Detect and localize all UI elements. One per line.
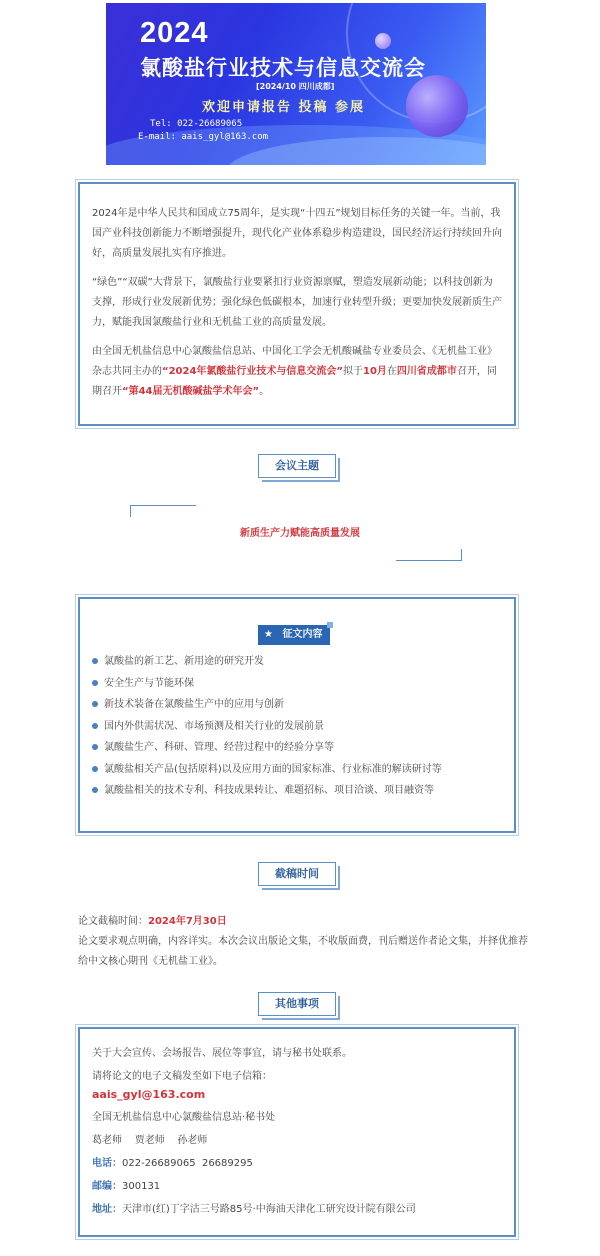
- section-heading-theme: 会议主题: [258, 454, 336, 478]
- address-label: 地址：: [92, 1204, 122, 1215]
- bullet-icon: [92, 744, 98, 750]
- topics-list: [92, 651, 502, 802]
- section-heading-other: 其他事项: [258, 992, 336, 1016]
- bullet-icon: [92, 787, 98, 793]
- intro-box: [78, 182, 516, 426]
- bullet-icon: [92, 701, 98, 707]
- bullet-icon: [92, 766, 98, 772]
- intro-text: 拟于: [342, 366, 363, 377]
- decor-line: [130, 505, 196, 517]
- contact-line: 关于大会宣传、会场报告、展位等事宜，请与秘书处联系。: [92, 1048, 352, 1059]
- post-value: 300131: [122, 1181, 161, 1192]
- intro-text: 。: [259, 386, 270, 397]
- intro-paragraph: [92, 342, 502, 402]
- topic-item: [92, 694, 502, 716]
- contact-address: [92, 1201, 502, 1219]
- contact-line: 请将论文的电子文稿发至如下电子信箱：: [92, 1071, 272, 1082]
- topic-item: [92, 716, 502, 738]
- banner-email: E-mail: aais_gyl@163.com: [138, 132, 269, 142]
- topic-text: 氯酸盐相关产品(包括原料)以及应用方面的国家标准、行业标准的解读研讨等: [104, 763, 442, 775]
- deadline-note: 论文要求观点明确，内容详实。本次会议出版论文集，不收版面费，刊后赠送作者论文集，并择优推荐给中文核心期刊《无机盐工业》。: [78, 936, 528, 967]
- topic-item: [92, 737, 502, 759]
- contact-box: [78, 1027, 516, 1237]
- topic-text: 氯酸盐的新工艺、新用途的研究开发: [104, 656, 264, 667]
- contact-org: 全国无机盐信息中心氯酸盐信息站·秘书处: [92, 1112, 276, 1123]
- topic-item: [92, 759, 502, 781]
- contact-people: 葛老师 贾老师 孙老师: [92, 1135, 208, 1146]
- topic-item: [92, 673, 502, 695]
- address-value: 天津市(红)丁字沽三号路85号·中海油天津化工研究设计院有限公司: [122, 1204, 416, 1215]
- topic-text: 新技术装备在氯酸盐生产中的应用与创新: [104, 699, 284, 710]
- intro-text: 召开，同期召开: [92, 366, 497, 397]
- section-heading-deadline: 截稿时间: [258, 862, 336, 886]
- banner-orb: [375, 33, 391, 49]
- topic-item: [92, 651, 502, 673]
- intro-paragraph: 2024年是中华人民共和国成立75周年，是实现“十四五”规划目标任务的关键一年。当前，我国产业科技创新能力不断增强提升，现代化产业体系稳步构造建设，国民经济运行持续回升向好，高质量发展扎实有序推进。: [92, 208, 502, 259]
- deadline-date: 2024年7月30日: [148, 916, 227, 927]
- banner-year: 2024: [140, 17, 209, 49]
- topic-text: 氯酸盐相关的技术专利、科技成果转让、难题招标、项目洽谈、项目融资等: [104, 785, 434, 796]
- event-name-2: “第44届无机酸碱盐学术年会”: [122, 386, 260, 397]
- topic-item: [92, 780, 502, 802]
- post-label: 邮编：: [92, 1181, 122, 1192]
- deadline-block: [78, 912, 528, 972]
- topic-text: 氯酸盐生产、科研、管理、经营过程中的经验分享等: [104, 742, 334, 753]
- star-icon: ★: [264, 629, 273, 640]
- phone-label: 电话：: [92, 1158, 122, 1169]
- topic-text: 国内外供需状况、市场预测及相关行业的发展前景: [104, 720, 324, 732]
- banner-invite: 欢迎申请报告 投稿 参展: [202, 100, 366, 115]
- decor-line: [396, 549, 462, 561]
- contact-email[interactable]: aais_gyl@163.com: [92, 1088, 206, 1101]
- banner-title: 氯酸盐行业技术与信息交流会: [140, 56, 426, 80]
- intro-paragraph: “绿色”“双碳”大背景下，氯酸盐行业要紧扣行业资源禀赋，塑造发展新动能；以科技创新为支撑，形成行业发展新优势；强化绿色低碳根本，加速行业转型升级；更要加快发展新质生产力，赋能我国氯酸盐行业和无机盐工业的高质量发展。: [92, 277, 502, 328]
- banner-orb: [406, 75, 468, 137]
- intro-text: 由全国无机盐信息中心氯酸盐信息站、中国化工学会无机酸碱盐专业委员会、《无机盐工业》杂志共同主办的: [92, 346, 497, 377]
- theme-text: 新质生产力赋能高质量发展: [240, 528, 360, 539]
- bullet-icon: [92, 723, 98, 729]
- event-place: 四川省成都市: [396, 366, 457, 377]
- section-heading-topics: [258, 625, 330, 645]
- conference-banner: [106, 3, 486, 165]
- bullet-icon: [92, 658, 98, 664]
- bullet-icon: [92, 680, 98, 686]
- deadline-line: [78, 912, 528, 932]
- contact-phone: [92, 1155, 502, 1173]
- contact-post: [92, 1178, 502, 1196]
- topic-text: 安全生产与节能环保: [104, 677, 194, 689]
- banner-tel: Tel: 022-26689065: [150, 119, 243, 129]
- section-heading-label: 征文内容: [282, 629, 323, 640]
- phone-value: 022-26689065 26689295: [122, 1158, 253, 1169]
- intro-text: 在: [386, 366, 397, 377]
- event-time: 10月: [362, 366, 387, 377]
- event-name: “2024年氯酸盐行业技术与信息交流会”: [162, 366, 343, 377]
- deadline-label: 论文截稿时间：: [78, 916, 148, 927]
- banner-subtitle: [2024/10 四川成都]: [256, 82, 335, 91]
